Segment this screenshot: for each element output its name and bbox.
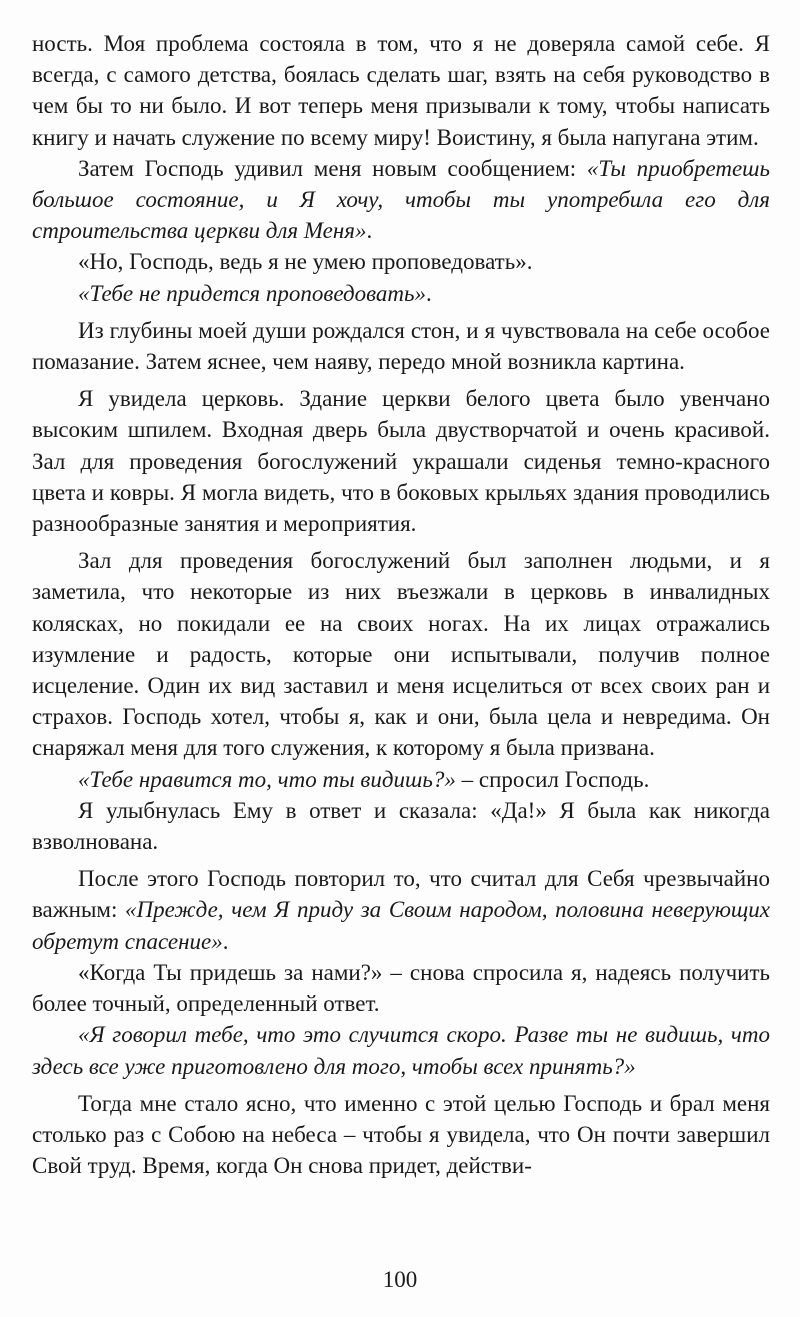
text-run: Я улыбнулась Ему в ответ и сказала: «Да!» Я была как никогда взволнована. — [32, 797, 770, 855]
italic-quote: «Тебе нравится то, что ты видишь?» — [78, 766, 456, 792]
paragraph — [32, 957, 770, 1019]
paragraph — [32, 315, 770, 377]
paragraph — [32, 28, 770, 153]
text-run: . — [366, 218, 373, 244]
italic-quote: «Я говорил тебе, что это случится скоро. Разве ты не видишь, что здесь все уже приготовлено для того, чтобы всех принять?» — [32, 1022, 770, 1079]
paragraph — [32, 863, 770, 957]
page-number: 100 — [382, 1267, 418, 1292]
paragraph — [32, 383, 770, 539]
text-run: Затем Господь удивил меня новым сообщением: — [78, 155, 587, 181]
paragraph — [32, 764, 770, 795]
paragraph — [32, 278, 770, 309]
text-run: . — [426, 280, 432, 306]
italic-quote: «Ты приобретешь большое состояние, и Я хочу, чтобы ты употребила его для строительства церкви для Меня» — [32, 155, 770, 244]
text-run: ность. Моя проблема состояла в том, что я не доверяла самой себе. Я всегда, с самого детства, боялась сделать шаг, взять на себя руководство в чем бы то ни было. И вот теперь меня призывали к тому, чтобы написать книгу и начать служение по всему миру! Воистину, я была напугана этим. — [32, 31, 770, 150]
text-run: Тогда мне стало ясно, что именно с этой целью Господь и брал меня столько раз с Собою на небеса – чтобы я увидела, что Он почти завершил Свой труд. Время, когда Он снова придет, действи- — [32, 1090, 770, 1179]
text-run: Зал для проведения богослужений был заполнен людьми, и я заметила, что некоторые из них въезжали в церковь в инвалидных колясках, но покидали ее на своих ногах. На их лицах отражались изумление и радость, которые они испытывали, получив полное исцеление. Один их вид заставил и меня исцелиться от всех своих ран и страхов. Господь хотел, чтобы я, как и они, была цела и невредима. Он снаряжал меня для того служения, к которому я была призвана. — [32, 548, 770, 761]
paragraph — [32, 1088, 770, 1182]
paragraph — [32, 153, 770, 247]
text-run: «Но, Господь, ведь я не умею проповедовать». — [78, 249, 533, 275]
italic-quote: «Прежде, чем Я приду за Своим народом, половина неверующих обретут спасение» — [32, 897, 770, 954]
body-text — [32, 28, 770, 1181]
text-run: . — [222, 928, 229, 954]
text-run: – спросил Господь. — [455, 766, 650, 792]
text-run: После этого Господь повторил то, что считал для Себя чрезвычайно важным: — [32, 866, 770, 923]
paragraph — [32, 545, 770, 763]
text-run: «Когда Ты придешь за нами?» – снова спросила я, надеясь получить более точный, определенный ответ. — [32, 959, 770, 1017]
text-run: Я увидела церковь. Здание церкви белого цвета было увенчано высоким шпилем. Входная дверь была двустворчатой и очень красивой. Зал для проведения богослужений украшали сиденья темно-красного цвета и ковры. Я могла видеть, что в боковых крыльях здания проводились разнообразные занятия и мероприятия. — [32, 386, 770, 537]
text-run: Из глубины моей души рождался стон, и я чувствовала на себе особое помазание. Затем яснее, чем наяву, передо мной возникла картина. — [32, 317, 770, 375]
paragraph — [32, 246, 770, 277]
italic-quote: «Тебе не придется проповедовать» — [78, 280, 426, 306]
paragraph — [32, 795, 770, 857]
paragraph — [32, 1019, 770, 1081]
